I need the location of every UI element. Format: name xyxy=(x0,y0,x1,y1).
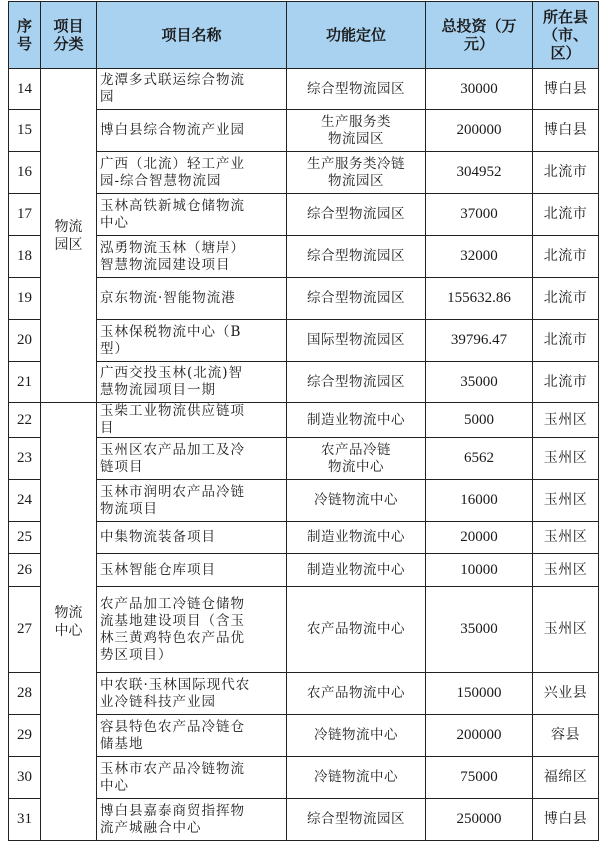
project-name-text: 博白县综合物流产业园 xyxy=(100,122,245,138)
row-number xyxy=(9,715,41,757)
project-name xyxy=(97,320,287,362)
project-name xyxy=(97,715,287,757)
header-location: 所在县 （市、 区） xyxy=(533,2,599,69)
county-location xyxy=(533,194,599,236)
row-number xyxy=(9,757,41,799)
table-row xyxy=(9,715,599,757)
table-row xyxy=(9,236,599,278)
row-number-text: 30 xyxy=(17,769,32,785)
table-header xyxy=(9,2,599,69)
table-row xyxy=(9,320,599,362)
total-investment xyxy=(426,362,533,403)
total-investment xyxy=(426,320,533,362)
row-number-text: 22 xyxy=(17,411,32,428)
county-location xyxy=(533,362,599,403)
county-location-text: 北流市 xyxy=(543,332,588,348)
total-investment xyxy=(426,587,533,673)
project-name-text: 容县特色农产品冷链仓 储基地 xyxy=(100,718,245,752)
table-row xyxy=(9,554,599,587)
function-positioning-text: 综合型物流园区 xyxy=(307,373,405,390)
total-investment-text: 30000 xyxy=(460,80,498,97)
county-location xyxy=(533,403,599,438)
table-row xyxy=(9,152,599,194)
total-investment-text: 5000 xyxy=(464,411,494,428)
total-investment xyxy=(426,152,533,194)
total-investment-text: 200000 xyxy=(456,727,502,743)
total-investment-text: 200000 xyxy=(456,122,502,138)
function-positioning-text: 综合型物流园区 xyxy=(307,206,405,222)
total-investment xyxy=(426,110,533,152)
function-positioning xyxy=(287,554,426,587)
total-investment-text: 304952 xyxy=(456,164,502,180)
row-number-text: 26 xyxy=(17,561,32,578)
project-name-text: 玉州区农产品加工及冷 链项目 xyxy=(100,441,245,475)
row-number xyxy=(9,673,41,715)
county-location xyxy=(533,236,599,278)
county-location-text: 玉州区 xyxy=(543,411,588,428)
project-name xyxy=(97,362,287,403)
function-positioning xyxy=(287,757,426,799)
table-row xyxy=(9,194,599,236)
table-row xyxy=(9,587,599,673)
table-row xyxy=(9,522,599,554)
row-number-text: 21 xyxy=(17,373,32,390)
county-location xyxy=(533,715,599,757)
county-location-text: 玉州区 xyxy=(543,561,588,578)
county-location-text: 北流市 xyxy=(543,164,588,180)
header-row xyxy=(9,2,599,69)
project-name xyxy=(97,673,287,715)
function-positioning xyxy=(287,673,426,715)
project-name xyxy=(97,799,287,841)
row-number xyxy=(9,320,41,362)
total-investment-text: 250000 xyxy=(456,811,502,827)
function-positioning-text: 国际型物流园区 xyxy=(307,332,405,348)
county-location-text: 玉州区 xyxy=(543,529,588,545)
project-name xyxy=(97,194,287,236)
logistics-projects-table xyxy=(8,1,599,841)
row-number-text: 24 xyxy=(17,492,32,508)
function-positioning xyxy=(287,320,426,362)
county-location xyxy=(533,757,599,799)
project-name xyxy=(97,554,287,587)
function-positioning xyxy=(287,194,426,236)
function-positioning-text: 冷链物流中心 xyxy=(314,769,398,785)
project-name-text: 泓勇物流玉林（塘岸） 智慧物流园建设项目 xyxy=(100,239,245,273)
header-category: 项目 分类 xyxy=(41,2,97,69)
county-location-text: 北流市 xyxy=(543,206,588,222)
county-location xyxy=(533,673,599,715)
project-name-text: 广西交投玉林(北流)智 慧物流园项目一期 xyxy=(100,365,244,398)
county-location xyxy=(533,554,599,587)
total-investment-text: 10000 xyxy=(460,561,498,578)
project-name-text: 农产品加工冷链仓储物 流基地建设项目（含玉 林三黄鸡特色农产品优 势区项目） xyxy=(100,595,245,663)
total-investment xyxy=(426,715,533,757)
function-positioning-text: 综合型物流园区 xyxy=(307,248,405,264)
project-name-text: 京东物流·智能物流港 xyxy=(100,290,236,306)
function-positioning xyxy=(287,69,426,110)
function-positioning xyxy=(287,480,426,522)
function-positioning xyxy=(287,110,426,152)
category-logistics-center xyxy=(41,403,97,841)
function-positioning xyxy=(287,403,426,438)
row-number xyxy=(9,403,41,438)
total-investment-text: 150000 xyxy=(456,685,502,701)
row-number xyxy=(9,278,41,320)
project-name-text: 中集物流装备项目 xyxy=(100,529,216,545)
total-investment-text: 37000 xyxy=(460,206,498,222)
function-positioning xyxy=(287,438,426,480)
row-number xyxy=(9,587,41,673)
total-investment xyxy=(426,278,533,320)
county-location-text: 北流市 xyxy=(543,373,588,390)
row-number-text: 23 xyxy=(17,450,32,466)
total-investment xyxy=(426,236,533,278)
project-name-text: 玉林智能仓库项目 xyxy=(100,561,216,578)
row-number-text: 18 xyxy=(17,248,32,264)
row-number xyxy=(9,69,41,110)
table-row xyxy=(9,673,599,715)
project-name-text: 玉林高铁新城仓储物流 中心 xyxy=(100,197,245,231)
header-function: 功能定位 xyxy=(287,2,426,69)
county-location xyxy=(533,278,599,320)
county-location xyxy=(533,69,599,110)
function-positioning-text: 制造业物流中心 xyxy=(307,561,405,578)
total-investment xyxy=(426,673,533,715)
county-location-text: 玉州区 xyxy=(543,450,588,466)
total-investment xyxy=(426,522,533,554)
table-row xyxy=(9,403,599,438)
row-number-text: 25 xyxy=(17,529,32,545)
project-name xyxy=(97,236,287,278)
county-location xyxy=(533,152,599,194)
function-positioning xyxy=(287,799,426,841)
project-name xyxy=(97,278,287,320)
category-logistics-park xyxy=(41,69,97,403)
total-investment-text: 35000 xyxy=(460,373,498,390)
project-name-text: 玉林市农产品冷链物流 中心 xyxy=(100,760,245,794)
total-investment-text: 6562 xyxy=(464,450,494,466)
row-number-text: 17 xyxy=(17,206,32,222)
function-positioning-text: 制造业物流中心 xyxy=(307,411,405,428)
function-positioning-text: 冷链物流中心 xyxy=(314,492,398,508)
total-investment-text: 16000 xyxy=(460,492,498,508)
project-name xyxy=(97,152,287,194)
function-positioning-text: 农产品物流中心 xyxy=(307,685,405,701)
function-positioning xyxy=(287,278,426,320)
total-investment xyxy=(426,69,533,110)
table-row xyxy=(9,757,599,799)
table-row xyxy=(9,362,599,403)
total-investment xyxy=(426,403,533,438)
county-location xyxy=(533,110,599,152)
county-location-text: 博白县 xyxy=(543,80,588,97)
county-location xyxy=(533,438,599,480)
row-number-text: 29 xyxy=(17,727,32,743)
project-name-text: 龙潭多式联运综合物流 园 xyxy=(100,72,245,105)
county-location-text: 博白县 xyxy=(543,122,588,138)
project-name xyxy=(97,587,287,673)
header-name: 项目名称 xyxy=(97,2,287,69)
row-number-text: 27 xyxy=(17,621,32,637)
project-name-text: 中农联·玉林国际现代农 业冷链科技产业园 xyxy=(100,676,251,710)
total-investment xyxy=(426,194,533,236)
row-number xyxy=(9,194,41,236)
project-name-text: 玉林保税物流中心（B 型） xyxy=(100,323,242,357)
header-investment: 总投资（万 元） xyxy=(426,2,533,69)
row-number-text: 15 xyxy=(17,122,32,138)
total-investment xyxy=(426,480,533,522)
project-name-text: 玉柴工业物流供应链项 目 xyxy=(100,403,245,436)
project-name xyxy=(97,110,287,152)
total-investment-text: 39796.47 xyxy=(450,332,508,348)
header-no: 序 号 xyxy=(9,2,41,69)
function-positioning xyxy=(287,715,426,757)
row-number-text: 16 xyxy=(17,164,32,180)
row-number xyxy=(9,554,41,587)
total-investment xyxy=(426,799,533,841)
row-number xyxy=(9,799,41,841)
county-location xyxy=(533,587,599,673)
county-location-text: 玉州区 xyxy=(543,621,588,637)
category-logistics-center-text: 物流 中心 xyxy=(54,604,83,639)
function-positioning xyxy=(287,236,426,278)
function-positioning xyxy=(287,587,426,673)
county-location-text: 北流市 xyxy=(543,248,588,264)
table-row xyxy=(9,438,599,480)
total-investment-text: 75000 xyxy=(460,769,498,785)
total-investment-text: 20000 xyxy=(460,529,498,545)
function-positioning xyxy=(287,362,426,403)
project-name xyxy=(97,69,287,110)
function-positioning-text: 生产服务类冷链 物流园区 xyxy=(307,155,405,189)
row-number-text: 14 xyxy=(17,80,32,97)
function-positioning xyxy=(287,152,426,194)
function-positioning-text: 冷链物流中心 xyxy=(314,727,398,743)
total-investment-text: 155632.86 xyxy=(447,290,511,306)
total-investment-text: 32000 xyxy=(460,248,498,264)
project-name xyxy=(97,438,287,480)
total-investment xyxy=(426,438,533,480)
project-name xyxy=(97,522,287,554)
table-body xyxy=(9,69,599,841)
function-positioning-text: 制造业物流中心 xyxy=(307,529,405,545)
row-number xyxy=(9,480,41,522)
row-number-text: 31 xyxy=(17,811,32,827)
function-positioning-text: 综合型物流园区 xyxy=(307,811,405,827)
function-positioning xyxy=(287,522,426,554)
county-location xyxy=(533,480,599,522)
county-location-text: 玉州区 xyxy=(543,492,588,508)
total-investment xyxy=(426,757,533,799)
county-location-text: 兴业县 xyxy=(543,685,588,701)
county-location-text: 北流市 xyxy=(543,290,588,306)
row-number xyxy=(9,438,41,480)
category-logistics-park-text: 物流 园区 xyxy=(54,218,83,253)
total-investment xyxy=(426,554,533,587)
row-number xyxy=(9,522,41,554)
county-location xyxy=(533,799,599,841)
row-number-text: 20 xyxy=(17,332,32,348)
table-row xyxy=(9,69,599,110)
row-number xyxy=(9,110,41,152)
total-investment-text: 35000 xyxy=(460,621,498,637)
row-number xyxy=(9,236,41,278)
function-positioning-text: 农产品冷链 物流中心 xyxy=(321,441,391,475)
function-positioning-text: 农产品物流中心 xyxy=(307,621,405,637)
project-name-text: 博白县嘉泰商贸指挥物 流产城融合中心 xyxy=(100,802,245,836)
county-location xyxy=(533,522,599,554)
project-name xyxy=(97,480,287,522)
row-number-text: 28 xyxy=(17,685,32,701)
function-positioning-text: 综合型物流园区 xyxy=(307,80,405,97)
table-row xyxy=(9,278,599,320)
project-name xyxy=(97,403,287,438)
county-location-text: 容县 xyxy=(551,727,580,743)
row-number xyxy=(9,362,41,403)
project-name-text: 广西（北流）轻工产业 园-综合智慧物流园 xyxy=(100,155,245,189)
table-row xyxy=(9,799,599,841)
county-location xyxy=(533,320,599,362)
row-number xyxy=(9,152,41,194)
row-number-text: 19 xyxy=(17,290,32,306)
project-name xyxy=(97,757,287,799)
function-positioning-text: 生产服务类 物流园区 xyxy=(321,113,391,147)
table-row xyxy=(9,480,599,522)
table-row xyxy=(9,110,599,152)
function-positioning-text: 综合型物流园区 xyxy=(307,290,405,306)
county-location-text: 福绵区 xyxy=(543,769,588,785)
county-location-text: 博白县 xyxy=(543,811,588,827)
project-name-text: 玉林市润明农产品冷链 物流项目 xyxy=(100,483,245,517)
